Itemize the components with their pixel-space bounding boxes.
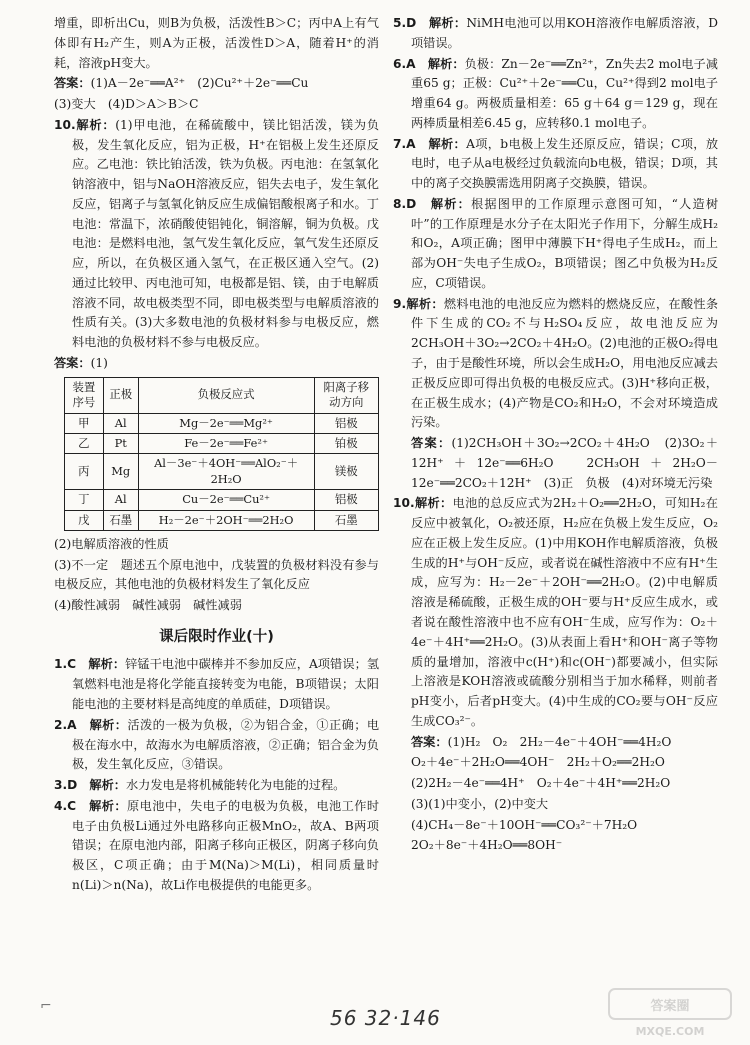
cell-device: 甲 [65, 413, 104, 433]
cell-negative-reaction: Fe－2e⁻══Fe²⁺ [138, 433, 314, 453]
cell-positive: 石墨 [103, 510, 138, 530]
cell-device: 戊 [65, 510, 104, 530]
answer-label: 答案： [411, 436, 452, 451]
cell-negative-reaction: Mg－2e⁻══Mg²⁺ [138, 413, 314, 433]
answer-label: 答案： [54, 76, 91, 91]
scan-mark: ⌐ [40, 998, 52, 1014]
header-cation-direction: 阳离子移动方向 [314, 377, 378, 413]
question-number: 1.C [54, 657, 77, 672]
reaction-table [64, 377, 379, 531]
cell-negative-reaction: Al－3e⁻＋4OH⁻══AlO₂⁻＋2H₂O [138, 454, 314, 490]
watermark-text-url: MXQE.COM [635, 1025, 705, 1038]
answer-line: (3)不一定 题述五个原电池中，戊装置的负极材料没有参与电极反应，其他电池的负极材料发生了氧化反应 [54, 557, 379, 592]
answer-line [393, 733, 718, 753]
homework-item-7 [393, 135, 718, 194]
cell-positive: Pt [103, 433, 138, 453]
cell-positive: Mg [103, 454, 138, 490]
homework-item-2 [54, 716, 379, 775]
header-device: 装置序号 [65, 377, 104, 413]
analysis-label: 解析： [89, 798, 127, 813]
answer-line [393, 434, 718, 493]
analysis-text: 水力发电是将机械能转化为电能的过程。 [125, 778, 346, 793]
watermark-text-cn: 答案圈 [650, 999, 690, 1014]
answer-text: (1)A－2e⁻══A²⁺ (2)Cu²⁺＋2e⁻══Cu [90, 76, 309, 91]
answer-line [54, 74, 379, 94]
analysis-label: 解析： [75, 117, 116, 132]
analysis-label: 解析： [414, 496, 453, 511]
table-row [65, 433, 379, 453]
analysis-label: 解析： [89, 717, 128, 732]
answer-label: 答案： [411, 734, 448, 749]
question-10 [54, 116, 379, 353]
cell-negative-reaction: Cu－2e⁻══Cu²⁺ [138, 490, 314, 510]
header-positive: 正极 [103, 377, 138, 413]
question-number: 3.D [54, 778, 78, 793]
watermark-logo [605, 985, 735, 1040]
homework-item-10 [393, 494, 718, 731]
analysis-label: 解析： [406, 296, 444, 311]
answer-text: (1)2CH₃OH＋3O₂→2CO₂＋4H₂O (2)3O₂＋12H⁺＋12e⁻══6H₂O 2CH₃OH＋2H₂O－12e⁻══2CO₂＋12H⁺ (3)正 负极 (4)对环境无污染 [411, 436, 719, 490]
analysis-text: NiMH电池可以用KOH溶液作电解质溶液，D项错误。 [411, 16, 719, 50]
analysis-text: (1)甲电池，在稀硫酸中，镁比铝活泼，镁为负极，发生氧化反应，铝为正极，H⁺在铝极上发生还原反应。乙电池：铁比铂活泼，铁为负极。丙电池：在氢氧化钠溶液中，铝与NaOH溶液反应，铝失去电子，发生氧化反应，铝离子与氢氧化钠反应生成偏铝酸根离子和水。丁电池：常温下，浓硝酸使铝钝化，铜溶解，铜为负极。戊电池：是燃料电池，氢气发生氧化反应，氧气发生还原反应，所以，在负极区通入氢气，在正极区通入空气。(2)通过比较甲、丙电池可知，电极都是铝、镁，由于电解质溶液不同，故电极类型不同，即电极类型与电解质溶液的性质有关。(3)大多数电池的负极材料参与电极反应，燃料电池的负极材料不参与电极反应。 [72, 117, 380, 350]
answer-line: (3)(1)中变小，(2)中变大 [411, 796, 549, 811]
analysis-label: 解析： [89, 778, 126, 793]
analysis-text: 燃料电池的电池反应为燃料的燃烧反应，在酸性条件下生成的CO₂不与H₂SO₄反应，故电池反应为2CH₃OH＋3O₂→2CO₂＋4H₂O。(2)电池的正极O₂得电子，由于是酸性环境，所以会生成H₂O，用电池反应减去正极反应即可得出负极的电极反应式。(3)H⁺移向正极，在正极生成水；(4)产物是CO₂和H₂O，不会对环境造成污染。 [411, 296, 719, 430]
analysis-text: 电池的总反应式为2H₂＋O₂══2H₂O，可知H₂在反应中被氧化，O₂被还原，H₂应在负极上发生反应，O₂应在正极上发生反应。(1)中用KOH作电解质溶液，负极生成的H⁺与OH⁻反应，或者说在碱性溶液中不应有H⁺生成，应写为：H₂－2e⁻＋2OH⁻══2H₂O。(2)中电解质溶液是稀硫酸，正极生成的OH⁻要与H⁺反应生成水，或者说在酸性溶液中也不应有OH⁻生成，应写作为：O₂＋4e⁻＋4H⁺══2H₂O。(3)从表面上看H⁺和OH⁻离子等物质的量增加，溶液中c(H⁺)和c(OH⁻)都要减小，但实际上溶液是KOH溶液或硫酸分别相当于加水稀释，则前者pH变小，后者pH变大。(4)中生成的CO₂要与OH⁻反应生成CO₃²⁻。 [411, 496, 718, 728]
answer-text: (1)H₂ O₂ 2H₂－4e⁻＋4OH⁻══4H₂O [447, 734, 672, 749]
question-number: 10. [54, 117, 76, 132]
question-number: 6.A [393, 56, 416, 71]
cell-device: 丙 [65, 454, 104, 490]
analysis-text: 活泼的一极为负极，②为铝合金，①正确；电极在海水中，故海水为电解质溶液，②正确；铝合金为负极，发生氧化反应，③错误。 [72, 717, 380, 772]
right-column [393, 14, 718, 857]
cell-positive: Al [103, 490, 138, 510]
left-column [54, 14, 379, 897]
analysis-label: 解析： [428, 136, 467, 151]
question-number: 5.D [393, 16, 417, 30]
table-row [65, 490, 379, 510]
cell-negative-reaction: H₂－2e⁻＋2OH⁻══2H₂O [138, 510, 314, 530]
answer-line: (4)酸性减弱 碱性减弱 碱性减弱 [54, 598, 242, 613]
table-row [65, 454, 379, 490]
cell-cation-direction: 铝极 [314, 490, 378, 510]
homework-item-1 [54, 655, 379, 714]
analysis-text: 根据图甲的工作原理示意图可知，“人造树叶”的工作原理是水分子在太阳光子作用下，分解生成H₂和O₂，A项正确；图甲中薄膜下H⁺得电子生成H₂，而上部为OH⁻失电子生成O₂，B项错误；图乙中负极为H₂反应，C项错误。 [411, 196, 719, 290]
answer-line: (3)变大 (4)D＞A＞B＞C [54, 97, 199, 112]
answer-line: (2)电解质溶液的性质 [54, 536, 169, 551]
header-negative-reaction: 负极反应式 [138, 377, 314, 413]
cell-device: 乙 [65, 433, 104, 453]
cell-device: 丁 [65, 490, 104, 510]
answer-line: (4)CH₄－8e⁻＋10OH⁻══CO₃²⁻＋7H₂O [411, 817, 638, 832]
homework-item-9 [393, 295, 718, 433]
analysis-label: 解析： [88, 657, 126, 672]
question-number: 10. [393, 496, 415, 511]
answer-line: 2O₂＋8e⁻＋4H₂O══8OH⁻ [411, 838, 563, 853]
answer-line: O₂＋4e⁻＋2H₂O══4OH⁻ 2H₂＋O₂══2H₂O [411, 755, 665, 770]
analysis-label: 解析： [427, 56, 465, 71]
cell-cation-direction: 镁极 [314, 454, 378, 490]
homework-item-8 [393, 195, 718, 294]
analysis-text: 锌锰干电池中碳棒并不参加反应，A项错误；氢氧燃料电池是将化学能直接转变为电能，B项错误；太阳能电池的主要材料是高纯度的单质硅，D项错误。 [72, 657, 380, 711]
table-header-row [65, 377, 379, 413]
answer-line [54, 354, 379, 374]
homework-item-5 [393, 14, 718, 54]
analysis-text: 原电池中，失电子的电极为负极，电池工作时电子由负极Li通过外电路移向正极MnO₂，故A、B两项错误；在原电池内部，阳离子移向正极区，阴离子移向负极区，C项正确；由于M(Na)＞M(Li)，相同质量时n(Li)＞n(Na)，故Li作电极提供的电能更多。 [72, 798, 380, 892]
homework-item-6 [393, 55, 718, 134]
question-number: 9. [393, 296, 407, 311]
cell-positive: Al [103, 413, 138, 433]
cell-cation-direction: 铂极 [314, 433, 378, 453]
cell-cation-direction: 铝极 [314, 413, 378, 433]
analysis-label: 解析： [428, 16, 467, 30]
homework-item-3 [54, 776, 379, 796]
question-number: 2.A [54, 717, 77, 732]
question-number: 4.C [54, 798, 77, 813]
answer-line: (2)2H₂－4e⁻══4H⁺ O₂＋4e⁻＋4H⁺══2H₂O [411, 776, 671, 791]
analysis-label: 解析： [430, 196, 471, 211]
paragraph: 增重，即析出Cu，则B为负极，活泼性B＞C；丙中A上有气体即有H₂产生，则A为正极，活泼性D＞A，随着H⁺的消耗，溶液pH变大。 [54, 16, 379, 70]
question-number: 8.D [393, 196, 417, 211]
cell-cation-direction: 石墨 [314, 510, 378, 530]
handwritten-page-number: 56 32·146 [330, 1006, 441, 1030]
analysis-text: A项，b电极上发生还原反应，错误；C项，放电时，电子从a电极经过负载流向b电极，错误；D项，其中的离子交换膜需选用阴离子交换膜，错误。 [411, 136, 719, 191]
homework-item-4 [54, 797, 379, 896]
section-title: 课后限时作业(十) [159, 628, 274, 645]
answer-label: 答案： [54, 356, 91, 371]
analysis-text: 负极：Zn－2e⁻══Zn²⁺，Zn失去2 mol电子减重65 g；正极：Cu²⁺＋2e⁻══Cu，Cu²⁺得到2 mol电子增重64 g。两极质量相差：65 g＋64 g＝129 g，现在两棒质量相差6.45 g，应转移0.1 mol电子。 [411, 56, 718, 130]
question-number: 7.A [393, 136, 416, 151]
table-row [65, 510, 379, 530]
answer-text: (1) [90, 356, 108, 371]
table-row [65, 413, 379, 433]
